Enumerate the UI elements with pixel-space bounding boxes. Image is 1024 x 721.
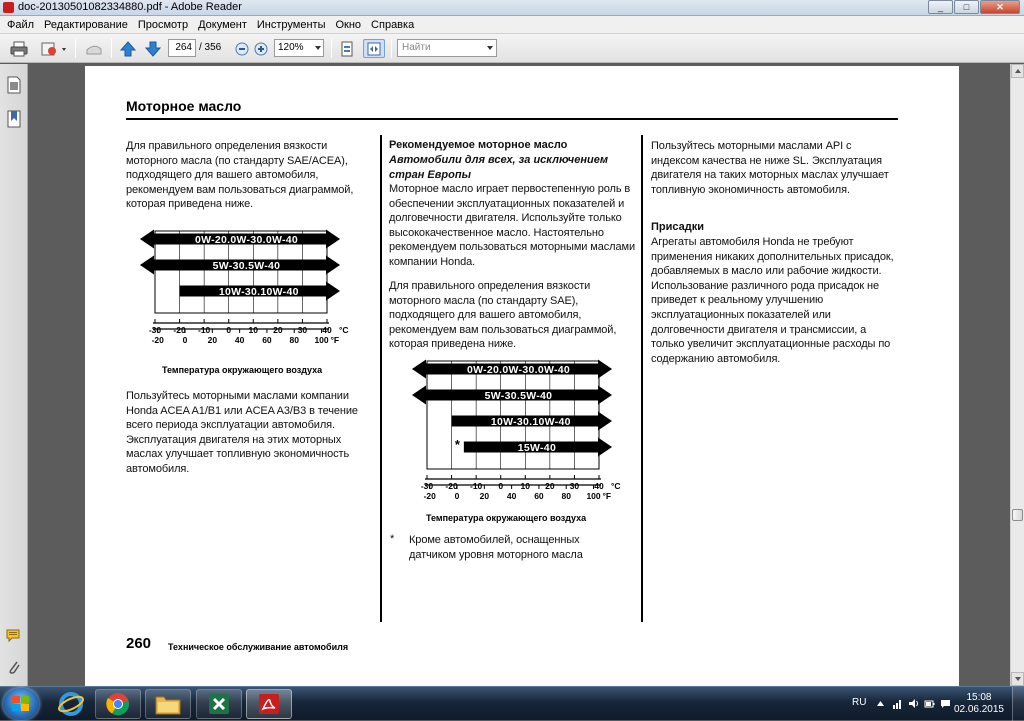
vertical-scrollbar[interactable] [1010,64,1024,686]
title-bar [0,0,1024,16]
fahrenheit-tick-label: -20 [423,491,436,501]
start-button[interactable] [3,688,39,720]
celsius-tick-label: -10 [197,325,211,335]
zoom-out-button[interactable] [234,39,250,58]
comments-icon[interactable] [6,627,22,645]
page-total: / 356 [199,42,222,53]
menu-bar [0,16,1024,34]
fit-width-icon [366,41,382,57]
col2-body1-text: Моторное масло играет первостепенную роль в обеспечении эксплуатационных показателей и долговечности двигателя. Используйте только высококачественное масло. Настоятельно рекомендуем пользоваться моторными маслами компании Honda. [389,183,636,268]
fahrenheit-tick-label: 80 [561,491,571,501]
celsius-tick-label: -10 [469,481,483,491]
find-input[interactable] [397,39,497,57]
minimize-button[interactable]: _ [928,0,953,14]
col3-heading: Присадки [651,221,705,233]
col3-body1-text: Пользуйтесь моторными маслами API с индексом качества не ниже SL. Эксплуатация двигателя на таких моторных маслах улучшает топливную экономичность автомобиля. [651,140,889,196]
fahrenheit-tick-label: 80 [289,335,299,345]
fahrenheit-tick-label: 100 [586,491,601,501]
column-divider [641,135,643,622]
chart2-caption: Температура окружающего воздуха [426,513,587,523]
adobe-reader-icon [3,2,14,13]
hand-back-icon [84,41,104,57]
fahrenheit-tick-label: 20 [207,335,218,345]
zoom-level-value: 120% [278,42,304,53]
col1-intro-text: Для правильного определения вязкости моторного масла (по стандарту SAE/ACEA), подходящего для вашего автомобиля, рекомендуем вам пользоваться диаграммой, которая приведена ниже. [126,140,354,211]
network-icon[interactable] [892,698,903,709]
celsius-tick-label: 30 [569,481,580,491]
viscosity-label: 5W-30.5W-40 [212,260,281,272]
fahrenheit-unit: °F [602,491,612,501]
excel-icon [207,692,231,716]
footnote-text: Кроме автомобилей, оснащенных датчиком уровня моторного масла [409,534,583,561]
fahrenheit-tick-label: 60 [534,491,544,501]
clock-time: 15:08 [966,692,992,703]
col2-subheading: Автомобили для всех, за исключением стран Европы [389,154,608,181]
arrow-up-icon [120,41,136,57]
fahrenheit-tick-label: 60 [262,335,272,345]
zoom-in-icon [254,42,268,56]
celsius-tick-label: -30 [420,481,434,491]
menu-help[interactable]: Справка [371,18,415,31]
taskbar-google-chrome[interactable] [95,689,141,719]
oil-viscosity-chart-1 [135,229,355,379]
celsius-tick-label: 40 [322,325,332,335]
bookmarks-icon[interactable] [6,110,22,128]
back-button[interactable] [82,39,106,58]
celsius-tick-label: 0 [226,325,232,335]
chart-frame [427,361,599,469]
taskbar-explorer[interactable] [145,689,191,719]
fahrenheit-tick-label: 40 [234,335,245,345]
menu-view[interactable]: Просмотр [137,18,189,31]
print-icon [10,41,28,57]
clock-date: 02.06.2015 [953,704,1004,715]
fahrenheit-tick-label: 0 [182,335,188,345]
folder-icon [155,693,181,715]
celsius-tick-label: 10 [248,325,259,335]
page-number-input[interactable]: 264 [168,39,196,57]
show-desktop-button[interactable] [1012,687,1024,721]
taskbar [0,686,1024,720]
page-number: 260 [126,635,152,652]
viscosity-label: 5W-30.5W-40 [484,390,553,402]
celsius-unit: °C [611,481,621,491]
celsius-tick-label: -20 [445,481,458,491]
celsius-tick-label: 20 [545,481,555,491]
oil-viscosity-chart-2 [407,359,627,534]
close-button[interactable]: ✕ [980,0,1020,14]
arrow-down-icon [145,41,161,57]
celsius-unit: °C [339,325,349,335]
footnote-mark: * [390,533,395,545]
title-divider [126,118,898,120]
celsius-tick-label: 0 [498,481,504,491]
column-divider [380,135,382,622]
navigation-pane [0,64,28,686]
previous-page-button[interactable] [118,39,138,58]
chart1-caption: Температура окружающего воздуха [162,365,323,375]
celsius-tick-label: -30 [148,325,162,335]
taskbar-excel[interactable] [196,689,242,719]
footnote-star-mark: * [454,437,460,452]
language-indicator[interactable]: RU [852,697,867,708]
menu-file[interactable]: Файл [7,18,35,31]
viscosity-label: 10W-30.10W-40 [218,286,299,298]
celsius-tick-label: 30 [297,325,308,335]
zoom-out-icon [235,42,249,56]
volume-icon[interactable] [908,698,919,709]
fahrenheit-tick-label: 20 [479,491,490,501]
taskbar-adobe-reader[interactable] [246,689,292,719]
windows-logo-icon [12,696,30,712]
fahrenheit-tick-label: 40 [506,491,517,501]
menu-tools[interactable]: Инструменты [256,18,326,31]
print-button[interactable] [8,39,30,58]
taskbar-internet-explorer[interactable] [48,689,94,719]
viscosity-label: 0W-20.0W-30.0W-40 [194,234,299,246]
scroll-thumb[interactable] [1012,509,1023,521]
maximize-button[interactable]: □ [954,0,979,14]
celsius-tick-label: 20 [273,325,283,335]
menu-edit[interactable]: Редактирование [44,18,128,31]
page-thumbnails-icon[interactable] [6,76,22,94]
fahrenheit-unit: °F [330,335,340,345]
celsius-tick-label: 40 [594,481,604,491]
action-center-icon[interactable] [940,698,951,709]
viscosity-label: 0W-20.0W-30.0W-40 [466,364,571,376]
chrome-icon [106,692,130,716]
chevron-down-icon [487,46,493,50]
scroll-down-button[interactable] [1011,672,1024,686]
next-page-button[interactable] [143,39,163,58]
col2-heading: Рекомендуемое моторное масло [389,139,568,151]
document-viewport[interactable] [29,64,1010,686]
chevron-down-icon [315,46,321,50]
window-title: doc-20130501082334880.pdf - Adobe Reader [18,1,242,13]
celsius-tick-label: 10 [520,481,531,491]
zoom-level-select[interactable] [274,39,324,57]
pdf-page [85,66,959,686]
fit-width-button[interactable] [363,39,385,58]
fahrenheit-tick-label: 0 [454,491,460,501]
find-placeholder: Найти [402,42,431,53]
menu-window[interactable]: Окно [335,18,362,31]
col3-body2-text: Агрегаты автомобиля Honda не требуют применения никаких дополнительных присадок, добавляемых в масло или рабочие жидкости. Использование различного рода присадок не приведет к реальному улучшению эксплуатационных показателей или долговечности двигателя и трансмиссии, а только увеличит эксплуатационные расходы по содержанию автомобиля. [651,236,894,365]
zoom-in-button[interactable] [253,39,269,58]
clock[interactable] [954,692,1004,716]
fit-page-icon [339,41,355,57]
fahrenheit-tick-label: -20 [151,335,164,345]
adobe-reader-icon [257,692,281,716]
viscosity-label: 10W-30.10W-40 [490,416,571,428]
col1-body-text: Пользуйтесь моторными маслами компании Honda ACEA A1/B1 или ACEA A3/B3 в течение всего периода эксплуатации автомобиля. Эксплуатация двигателя на этих моторных маслах улучшает топливную экономичность автомобиля. [126,390,358,475]
page-title: Моторное масло [126,98,242,114]
internet-explorer-icon [58,691,84,717]
system-tray [824,687,1024,721]
fit-page-button[interactable] [337,39,357,58]
battery-icon[interactable] [924,698,935,709]
attachments-icon[interactable] [6,658,22,676]
menu-document[interactable]: Документ [198,18,247,31]
section-footer: Техническое обслуживание автомобиля [168,642,349,652]
fahrenheit-tick-label: 100 [314,335,329,345]
share-icon [40,41,68,57]
celsius-tick-label: -20 [173,325,186,335]
show-hidden-icons-icon[interactable] [875,698,886,709]
viscosity-label: 15W-40 [517,442,557,454]
scroll-up-button[interactable] [1011,64,1024,78]
col2-body2-text: Для правильного определения вязкости моторного масла (по стандарту SAE), подходящего для вашего автомобиля, рекомендуем вам пользоваться диаграммой, которая приведена ниже. [389,280,617,351]
toolbar [0,34,1024,63]
share-dropdown-button[interactable] [38,39,70,58]
